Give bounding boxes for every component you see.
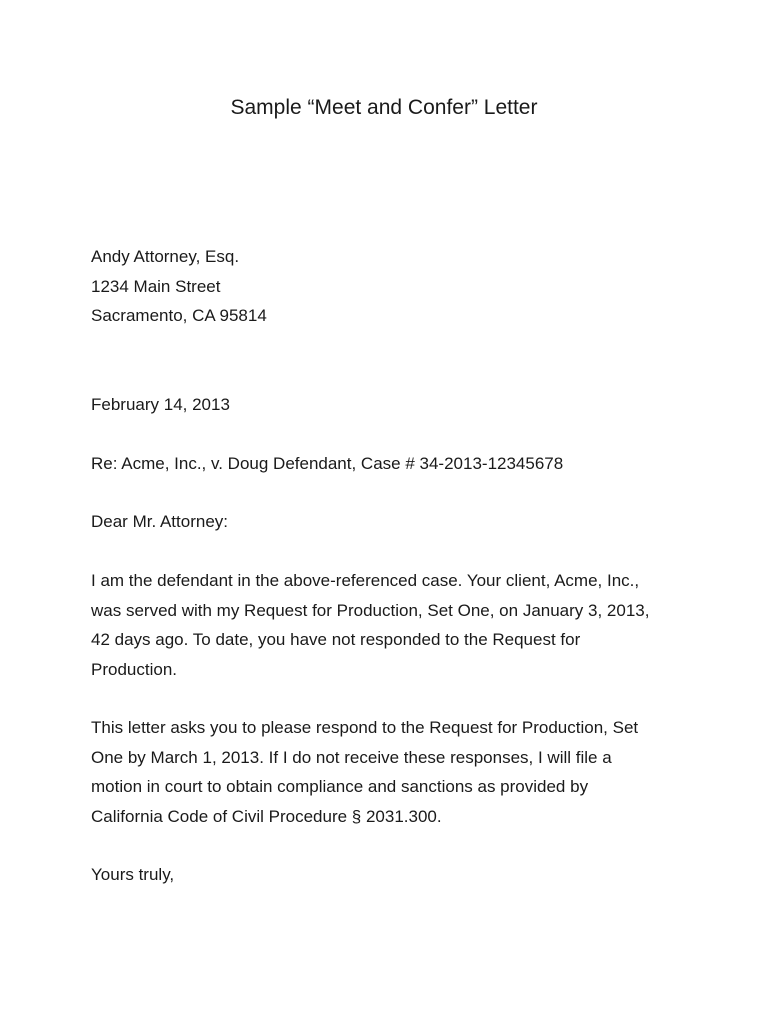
body-paragraph-1-line: I am the defendant in the above-referenced case. Your client, Acme, Inc.,	[91, 571, 640, 590]
body-paragraph-1-line: Production.	[91, 659, 177, 679]
date-text: February 14, 2013	[91, 395, 230, 414]
body-paragraph-2-line: California Code of Civil Procedure § 2031.300.	[91, 806, 442, 826]
body-paragraph-2	[91, 713, 681, 831]
letter-date	[91, 390, 691, 420]
letter-title: Sample “Meet and Confer” Letter	[230, 96, 538, 119]
sender-name: Andy Attorney, Esq.	[91, 247, 240, 266]
body-paragraph-1	[91, 566, 681, 684]
sender-city-state-zip: Sacramento, CA 95814	[91, 306, 267, 325]
sender-address-block	[91, 242, 691, 331]
body-paragraph-2-line: motion in court to obtain compliance and sanctions as provided by	[91, 777, 589, 796]
body-paragraph-2-line: One by March 1, 2013. If I do not receive these responses, I will file a	[91, 747, 612, 767]
body-paragraph-1-line: was served with my Request for Production, Set One, on January 3, 2013,	[91, 600, 650, 620]
closing	[91, 860, 691, 890]
body-paragraph-1-line: 42 days ago. To date, you have not responded to the Request for	[91, 630, 581, 649]
closing-text: Yours truly,	[91, 865, 175, 884]
re-line-text: Re: Acme, Inc., v. Doug Defendant, Case # 34-2013-12345678	[91, 454, 564, 473]
salutation	[91, 507, 691, 537]
body-paragraph-2-line: This letter asks you to please respond to the Request for Production, Set	[91, 718, 639, 737]
re-line	[91, 449, 691, 479]
salutation-text: Dear Mr. Attorney:	[91, 512, 228, 531]
sender-street: 1234 Main Street	[91, 276, 221, 296]
